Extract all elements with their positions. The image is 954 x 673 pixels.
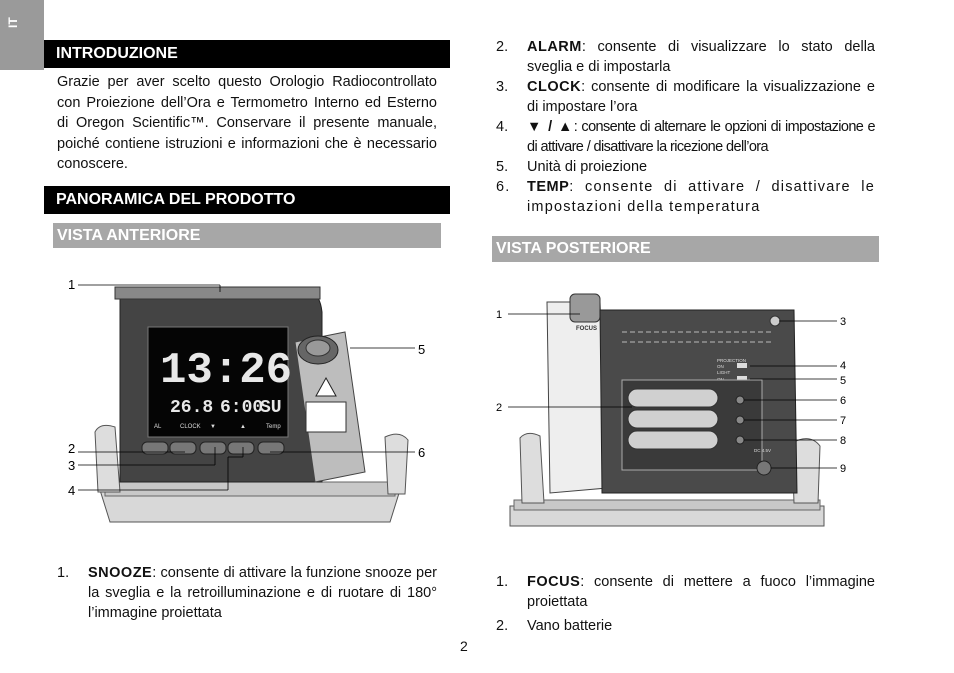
focus-label: FOCUS xyxy=(576,326,597,332)
list-item xyxy=(57,563,437,623)
list-item xyxy=(496,117,875,157)
rear-callout-3: 3 xyxy=(840,316,847,328)
list-item xyxy=(496,37,875,77)
rear-base-rail xyxy=(514,500,820,510)
language-tab-label: IT xyxy=(6,17,20,28)
button-label-temp: Temp xyxy=(266,424,281,430)
item-text: : consente di alternare le opzioni di impostazione e di attivare / disattivare la ricezione dell’ora xyxy=(527,119,875,155)
item-text: : consente di modificare la visualizzazione e di impostare l’ora xyxy=(527,79,875,115)
lcd-day: SU xyxy=(260,398,282,418)
language-tab xyxy=(0,0,44,70)
rear-callout-1: 1 xyxy=(496,309,503,321)
rear-callout-5: 5 xyxy=(840,375,847,387)
item-key: FOCUS xyxy=(527,574,581,590)
laser-label xyxy=(306,402,346,432)
item-text: Vano batterie xyxy=(527,618,613,634)
lcd-alarm: 6:00 xyxy=(220,398,264,418)
item-text: : consente di mettere a fuoco l’immagine proiettata xyxy=(527,574,875,610)
list-item xyxy=(496,157,875,177)
dc-label: DC 4.5V xyxy=(754,448,772,453)
front-base-rail xyxy=(105,482,395,496)
intro-heading: INTRODUZIONE xyxy=(44,40,450,68)
front-callout-3: 3 xyxy=(68,458,76,473)
projection-label: PROJECTION xyxy=(717,358,747,363)
rear-callout-2: 2 xyxy=(496,402,503,414)
right-support xyxy=(385,434,408,494)
front-view-heading: VISTA ANTERIORE xyxy=(53,223,441,248)
rear-left-support xyxy=(520,433,544,503)
rear-callout-6: 6 xyxy=(840,395,847,407)
page-number: 2 xyxy=(460,638,468,654)
list-item xyxy=(496,177,875,217)
item-number: 2. xyxy=(496,618,509,634)
list-item xyxy=(496,77,875,117)
front-callout-2: 2 xyxy=(68,441,76,456)
item-number: 2. xyxy=(496,39,509,55)
wall-hook xyxy=(770,316,780,326)
item-key: SNOOZE xyxy=(88,565,153,581)
rear-callout-8: 8 xyxy=(840,435,847,447)
item-text: : consente di attivare la funzione snooze per la sveglia e la retroilluminazione e di ruotare di 180° l’immagine proiettata xyxy=(88,565,437,621)
front-callout-1: 1 xyxy=(68,277,76,292)
overview-heading: PANORAMICA DEL PRODOTTO xyxy=(44,186,450,214)
list-item xyxy=(496,572,875,612)
left-support xyxy=(95,425,120,492)
button-label-down: ▼ xyxy=(210,424,216,430)
front-top-edge xyxy=(115,287,320,299)
right-item-list-top xyxy=(496,37,875,217)
item-key: CLOCK xyxy=(527,79,582,95)
rear-callout-7: 7 xyxy=(840,415,847,427)
item-number: 4. xyxy=(496,119,509,135)
left-item-list xyxy=(57,563,437,623)
front-view-figure xyxy=(60,272,440,534)
lcd-temp: 26.8 xyxy=(170,398,214,418)
button-label-al: AL xyxy=(154,424,162,430)
item-text: Unità di proiezione xyxy=(527,159,648,175)
item-number: 3. xyxy=(496,79,509,95)
rear-view-heading: VISTA POSTERIORE xyxy=(492,236,879,262)
projection-on-label: ON xyxy=(717,364,724,369)
front-callout-6: 6 xyxy=(418,445,426,460)
button-label-clock: CLOCK xyxy=(180,424,201,430)
dc-jack xyxy=(757,461,771,475)
item-number: 6. xyxy=(496,179,511,195)
batteries xyxy=(628,389,718,449)
item-key: TEMP xyxy=(527,179,570,195)
list-item xyxy=(496,616,875,636)
focus-knob xyxy=(570,294,600,322)
rear-callout-4: 4 xyxy=(840,360,847,372)
item-key: ▼ / ▲ xyxy=(527,119,574,135)
item-number: 1. xyxy=(57,565,70,581)
projection-switch xyxy=(737,363,747,368)
item-text: : consente di visualizzare lo stato della sveglia e di impostarla xyxy=(527,39,875,75)
battery-buttons xyxy=(736,396,744,444)
button-label-up: ▲ xyxy=(240,424,246,430)
intro-paragraph: Grazie per aver scelto questo Orologio Radiocontrollato con Proiezione dell’Ora e Termometro Interno ed Esterno di Oregon Scientific™. Conservare il presente manuale, poiché contiene istruzioni e informazioni che è necessario conoscere. xyxy=(57,74,437,172)
item-number: 5. xyxy=(496,159,509,175)
front-callout-4: 4 xyxy=(68,483,76,498)
item-number: 1. xyxy=(496,574,509,590)
right-item-list-bottom xyxy=(496,572,875,636)
light-label: LIGHT xyxy=(717,370,731,375)
item-text: : consente di attivare / disattivare le impostazioni della temperatura xyxy=(527,179,875,215)
rear-callout-9: 9 xyxy=(840,463,847,475)
front-callout-5: 5 xyxy=(418,342,426,357)
item-key: ALARM xyxy=(527,39,582,55)
rear-view-figure xyxy=(492,288,862,550)
lcd-time: 13:26 xyxy=(160,346,293,396)
